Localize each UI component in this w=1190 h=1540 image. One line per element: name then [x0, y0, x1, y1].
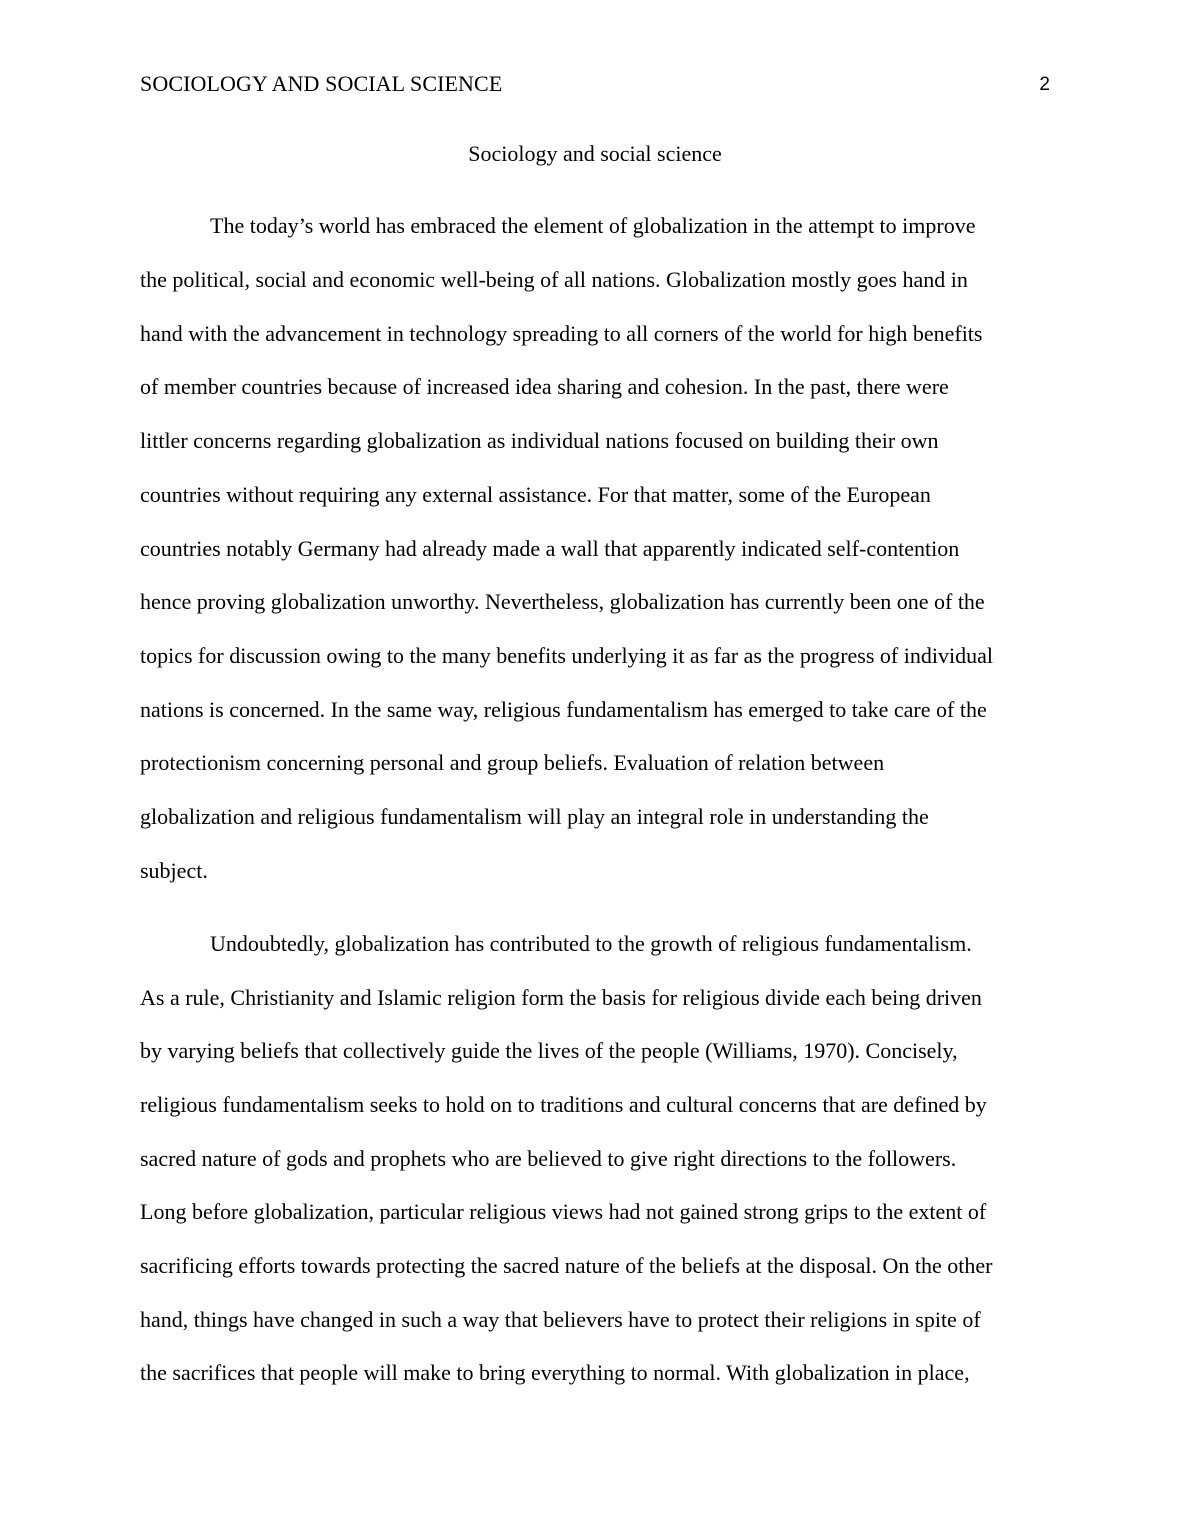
paragraph-line: of member countries because of increased idea sharing and cohesion. In the past, there were [140, 374, 949, 399]
paragraph-line: subject. [140, 858, 208, 883]
paragraph-line: countries without requiring any external assistance. For that matter, some of the European [140, 482, 931, 507]
paragraph-line: As a rule, Christianity and Islamic religion form the basis for religious divide each being driven [140, 985, 982, 1010]
paragraph-line: hand, things have changed in such a way that believers have to protect their religions in spite of [140, 1307, 981, 1332]
page-number: 2 [1039, 74, 1050, 95]
document-title: Sociology and social science [468, 141, 722, 166]
paragraph-line: hence proving globalization unworthy. Nevertheless, globalization has currently been one of the [140, 589, 985, 614]
paragraph-line: sacred nature of gods and prophets who are believed to give right directions to the followers. [140, 1146, 957, 1171]
paragraph-line: The today’s world has embraced the element of globalization in the attempt to improve [210, 213, 976, 238]
paragraph-line: by varying beliefs that collectively guide the lives of the people (Williams, 1970). Concisely, [140, 1038, 958, 1063]
paragraph-line: littler concerns regarding globalization as individual nations focused on building their own [140, 428, 939, 453]
paragraph-line: the sacrifices that people will make to bring everything to normal. With globalization in place, [140, 1360, 970, 1385]
paragraph-line: Long before globalization, particular religious views had not gained strong grips to the extent of [140, 1199, 987, 1224]
paragraph-line: protectionism concerning personal and group beliefs. Evaluation of relation between [140, 750, 885, 775]
paragraph-line: Undoubtedly, globalization has contributed to the growth of religious fundamentalism. [210, 931, 972, 956]
paragraph-line: hand with the advancement in technology spreading to all corners of the world for high benefits [140, 321, 983, 346]
paragraph-line: globalization and religious fundamentalism will play an integral role in understanding the [140, 804, 929, 829]
paragraph-line: the political, social and economic well-being of all nations. Globalization mostly goes hand in [140, 267, 968, 292]
paragraph-line: religious fundamentalism seeks to hold on to traditions and cultural concerns that are defined by [140, 1092, 987, 1117]
paragraph-line: sacrificing efforts towards protecting the sacred nature of the beliefs at the disposal. On the other [140, 1253, 993, 1278]
paragraph-line: topics for discussion owing to the many benefits underlying it as far as the progress of individual [140, 643, 993, 668]
paragraph-line: nations is concerned. In the same way, religious fundamentalism has emerged to take care of the [140, 697, 987, 722]
paragraph-line: countries notably Germany had already made a wall that apparently indicated self-contention [140, 536, 960, 561]
running-head: SOCIOLOGY AND SOCIAL SCIENCE [140, 71, 503, 96]
